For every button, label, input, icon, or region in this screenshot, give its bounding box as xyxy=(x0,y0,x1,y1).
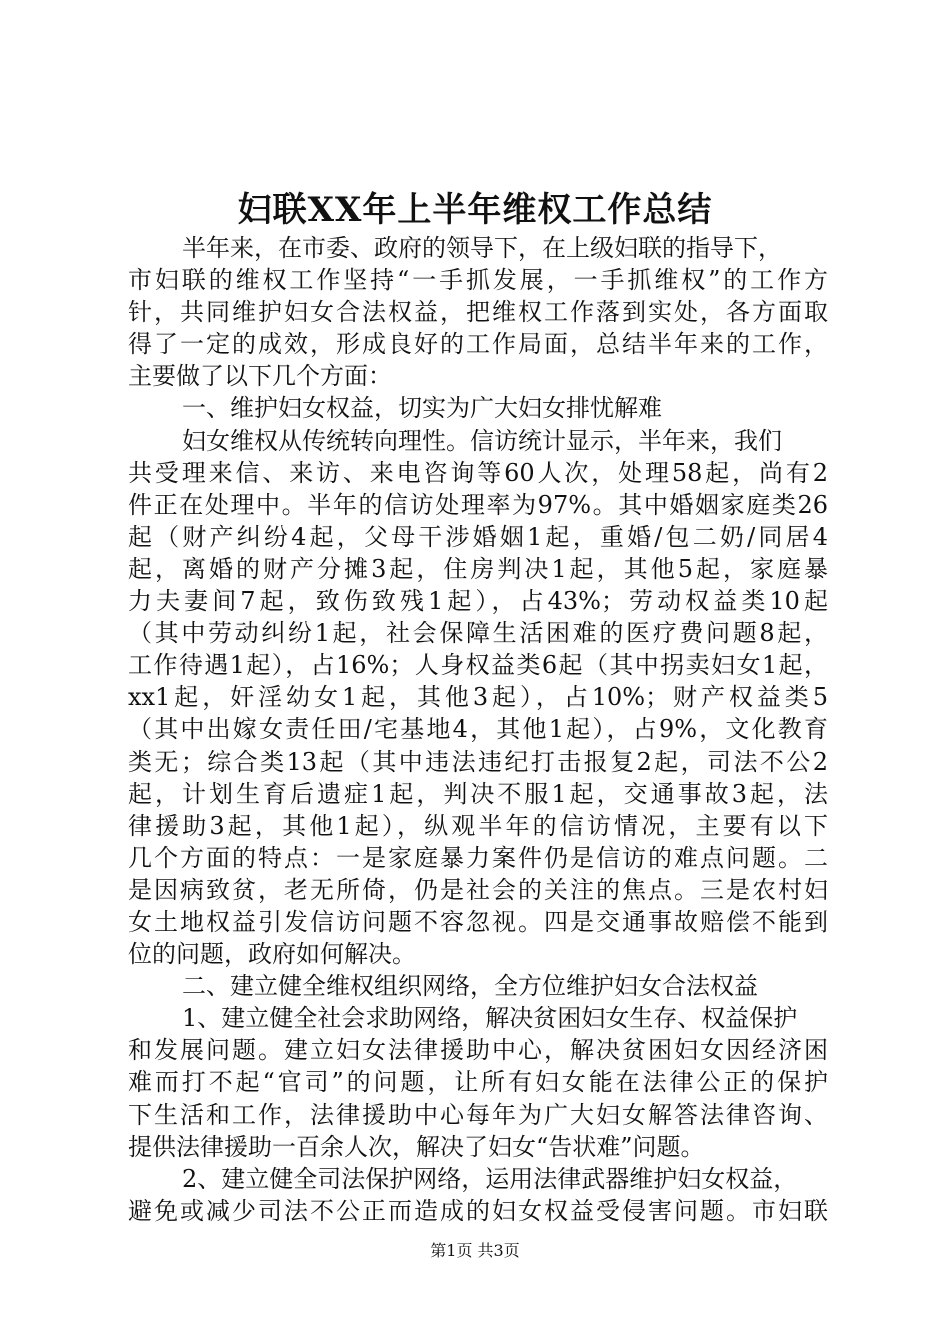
text-line: 2、建立健全司法保护网络，运用法律武器维护妇女权益， xyxy=(182,1164,798,1193)
text-line: 工作待遇1起），占16%；人身权益类6起（其中拐卖妇女1起， xyxy=(128,651,828,680)
text-line: 难而打不起“官司”的问题，让所有妇女能在法律公正的保护 xyxy=(128,1068,828,1097)
text-line: 位的问题，政府如何解决。 xyxy=(128,940,416,969)
text-line: 针，共同维护妇女合法权益，把维权工作落到实处，各方面取 xyxy=(128,298,828,327)
text-line: 几个方面的特点：一是家庭暴力案件仍是信访的难点问题。二 xyxy=(128,843,828,872)
text-line: 下生活和工作，法律援助中心每年为广大妇女解答法律咨询、 xyxy=(128,1100,828,1129)
text-line: 律援助3起，其他1起），纵观半年的信访情况，主要有以下 xyxy=(128,811,828,840)
text-line: xx1起，奸淫幼女1起，其他3起），占10%；财产权益类5 xyxy=(128,683,828,712)
text-line: 起，离婚的财产分摊3起，住房判决1起，其他5起，家庭暴 xyxy=(128,554,828,583)
text-line: 妇女维权从传统转向理性。信访统计显示，半年来，我们 xyxy=(182,426,782,455)
text-line: 1、建立健全社会求助网络，解决贫困妇女生存、权益保护 xyxy=(182,1004,798,1033)
text-line: （其中劳动纠纷1起，社会保障生活困难的医疗费问题8起， xyxy=(128,619,828,648)
text-line: 起，计划生育后遗症1起，判决不服1起，交通事故3起，法 xyxy=(128,779,828,808)
text-line: 提供法律援助一百余人次，解决了妇女“告状难”问题。 xyxy=(128,1132,705,1161)
section-heading: 二、建立健全维权组织网络，全方位维护妇女合法权益 xyxy=(182,972,758,1001)
text-line: 起（财产纠纷4起，父母干涉婚姻1起，重婚/包二奶/同居4 xyxy=(128,522,828,551)
text-line: （其中出嫁女责任田/宅基地4，其他1起），占9%，文化教育 xyxy=(128,715,828,744)
text-line: 力夫妻间7起，致伤致残1起），占43%；劳动权益类10起 xyxy=(128,587,828,616)
text-line: 类无；综合类13起（其中违法违纪打击报复2起，司法不公2 xyxy=(128,747,828,776)
text-line: 共受理来信、来访、来电咨询等60人次，处理58起，尚有2 xyxy=(128,458,828,487)
text-line: 市妇联的维权工作坚持“一手抓发展，一手抓维权”的工作方 xyxy=(128,266,828,295)
text-line: 避免或减少司法不公正而造成的妇女权益受侵害问题。市妇联 xyxy=(128,1196,828,1225)
page-footer: 第1页 共3页 xyxy=(430,1241,520,1260)
text-line: 半年来，在市委、政府的领导下，在上级妇联的指导下， xyxy=(182,234,782,262)
text-line: 主要做了以下几个方面： xyxy=(128,362,392,391)
text-line: 得了一定的成效，形成良好的工作局面，总结半年来的工作， xyxy=(128,330,828,359)
text-line: 是因病致贫，老无所倚，仍是社会的关注的焦点。三是农村妇 xyxy=(128,875,828,904)
text-line: 女土地权益引发信访问题不容忽视。四是交通事故赔偿不能到 xyxy=(128,907,828,936)
section-heading: 一、维护妇女权益，切实为广大妇女排忧解难 xyxy=(182,394,662,423)
document-body xyxy=(128,232,828,1227)
document-title: 妇联XX年上半年维权工作总结 xyxy=(237,190,713,230)
text-line: 和发展问题。建立妇女法律援助中心，解决贫困妇女因经济困 xyxy=(128,1036,828,1065)
text-line: 件正在处理中。半年的信访处理率为97%。其中婚姻家庭类26 xyxy=(128,490,828,519)
